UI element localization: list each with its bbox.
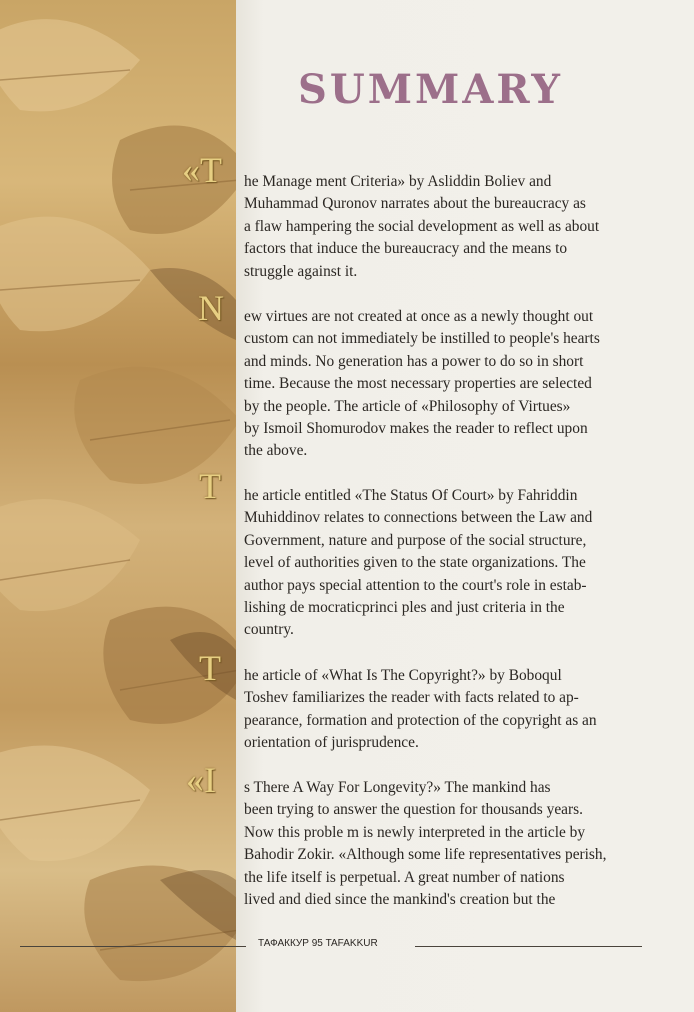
text-line: country. xyxy=(244,621,294,639)
page-footer xyxy=(10,938,642,954)
text-line: Bahodir Zokir. «Although some life representatives perish, xyxy=(244,846,607,864)
text-line: pearance, formation and protection of the copyright as an xyxy=(244,711,597,729)
paragraph-status-of-court xyxy=(244,485,654,642)
drop-cap-2: N xyxy=(198,288,224,328)
text-line: by Ismoil Shomurodov makes the reader to reflect upon xyxy=(244,420,588,438)
text-line: been trying to answer the question for thousands years. xyxy=(244,801,583,819)
text-line: time. Because the most necessary properties are selected xyxy=(244,375,592,393)
drop-cap-3: T xyxy=(199,466,221,506)
drop-cap-4: T xyxy=(199,648,221,688)
paragraph-longevity xyxy=(244,777,654,911)
drop-cap-1: «T xyxy=(182,150,222,190)
drop-cap-5: «I xyxy=(186,760,216,800)
text-line: ew virtues are not created at once as a newly thought out xyxy=(244,308,594,325)
page-title: SUMMARY xyxy=(298,66,563,113)
text-line: and minds. No generation has a power to do so in short xyxy=(244,352,584,370)
text-line: lived and died since the mankind's creation but the xyxy=(244,891,556,909)
text-line: level of authorities given to the state organizations. The xyxy=(244,554,586,572)
text-line: struggle against it. xyxy=(244,262,358,280)
text-line: lishing de mocraticprinci ples and just criteria in the xyxy=(244,599,565,617)
paragraph-management-criteria xyxy=(244,171,654,283)
paragraph-copyright xyxy=(244,665,654,755)
text-line: Muhammad Quronov narrates about the bureaucracy as xyxy=(244,195,586,213)
footer-rule-left xyxy=(20,946,246,947)
text-line: Muhiddinov relates to connections between the Law and xyxy=(244,509,593,527)
footer-label: ТАФАККУР 95 TAFAKKUR xyxy=(258,938,378,949)
text-line: he article of «What Is The Copyright?» by Boboqul xyxy=(244,667,562,684)
text-line: orientation of jurisprudence. xyxy=(244,734,419,752)
text-line: custom can not immediately be instilled to people's hearts xyxy=(244,330,600,348)
text-line: he Manage ment Criteria» by Asliddin Boliev and xyxy=(244,173,552,190)
text-line: factors that induce the bureaucracy and the means to xyxy=(244,240,568,258)
text-line: Toshev familiarizes the reader with facts related to ap- xyxy=(244,689,579,707)
text-line: Government, nature and purpose of the social structure, xyxy=(244,531,587,549)
text-line: a flaw hampering the social development as well as about xyxy=(244,217,600,235)
text-line: the above. xyxy=(244,442,308,460)
text-line: by the people. The article of «Philosophy of Virtues» xyxy=(244,397,571,415)
text-line: Now this proble m is newly interpreted in the article by xyxy=(244,823,586,841)
text-line: author pays special attention to the court's role in estab- xyxy=(244,576,587,594)
text-line: the life itself is perpetual. A great number of nations xyxy=(244,868,565,886)
text-line: he article entitled «The Status Of Court» by Fahriddin xyxy=(244,487,578,504)
paragraph-philosophy-of-virtues xyxy=(244,306,654,463)
footer-rule-right xyxy=(415,946,642,947)
text-line: s There A Way For Longevity?» The mankind has xyxy=(244,779,551,796)
